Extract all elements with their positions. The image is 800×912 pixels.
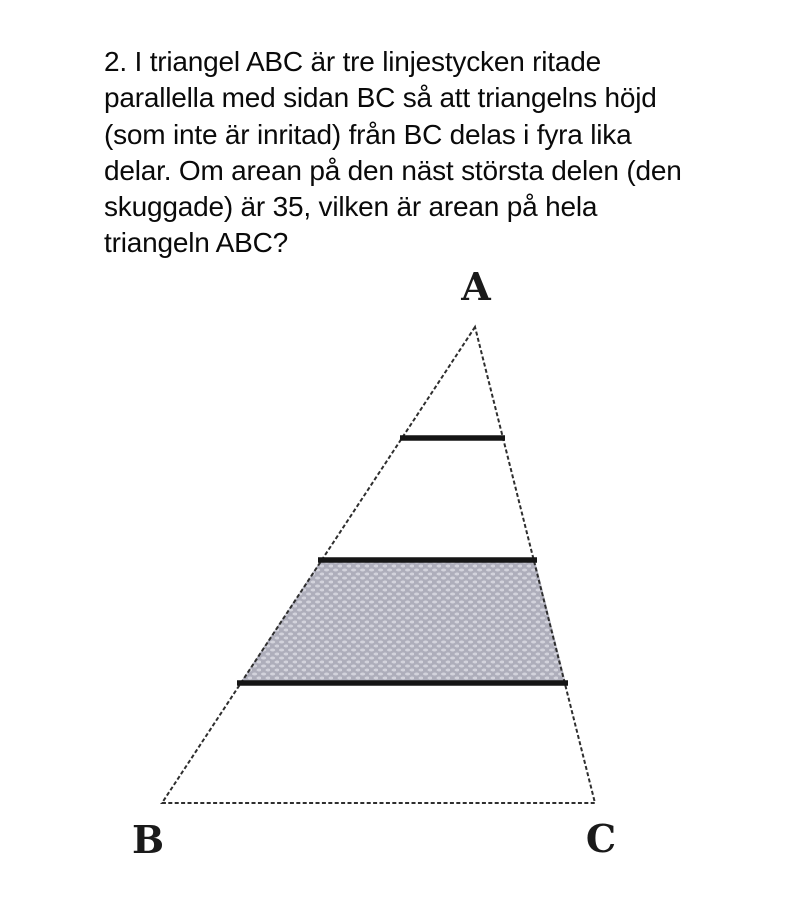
vertex-label-b: B: [131, 817, 165, 862]
problem-text-line-1: 2. I triangel ABC är tre linjestycken ritade: [104, 46, 601, 77]
problem-text-line-5: skuggade) är 35, vilken är arean på hela: [104, 191, 598, 223]
problem-text-line-2: parallella med sidan BC så att triangelns höjd: [104, 82, 657, 114]
vertex-label-a: A: [461, 264, 491, 309]
vertex-label-c: C: [585, 816, 617, 861]
problem-text-line-6: triangeln ABC?: [104, 227, 288, 259]
problem-text-line-3: (som inte är inritad) från BC delas i fyra lika: [104, 118, 632, 150]
problem-text-line-4: delar. Om arean på den näst största delen (den: [104, 154, 682, 186]
shaded-band: [240, 560, 566, 683]
